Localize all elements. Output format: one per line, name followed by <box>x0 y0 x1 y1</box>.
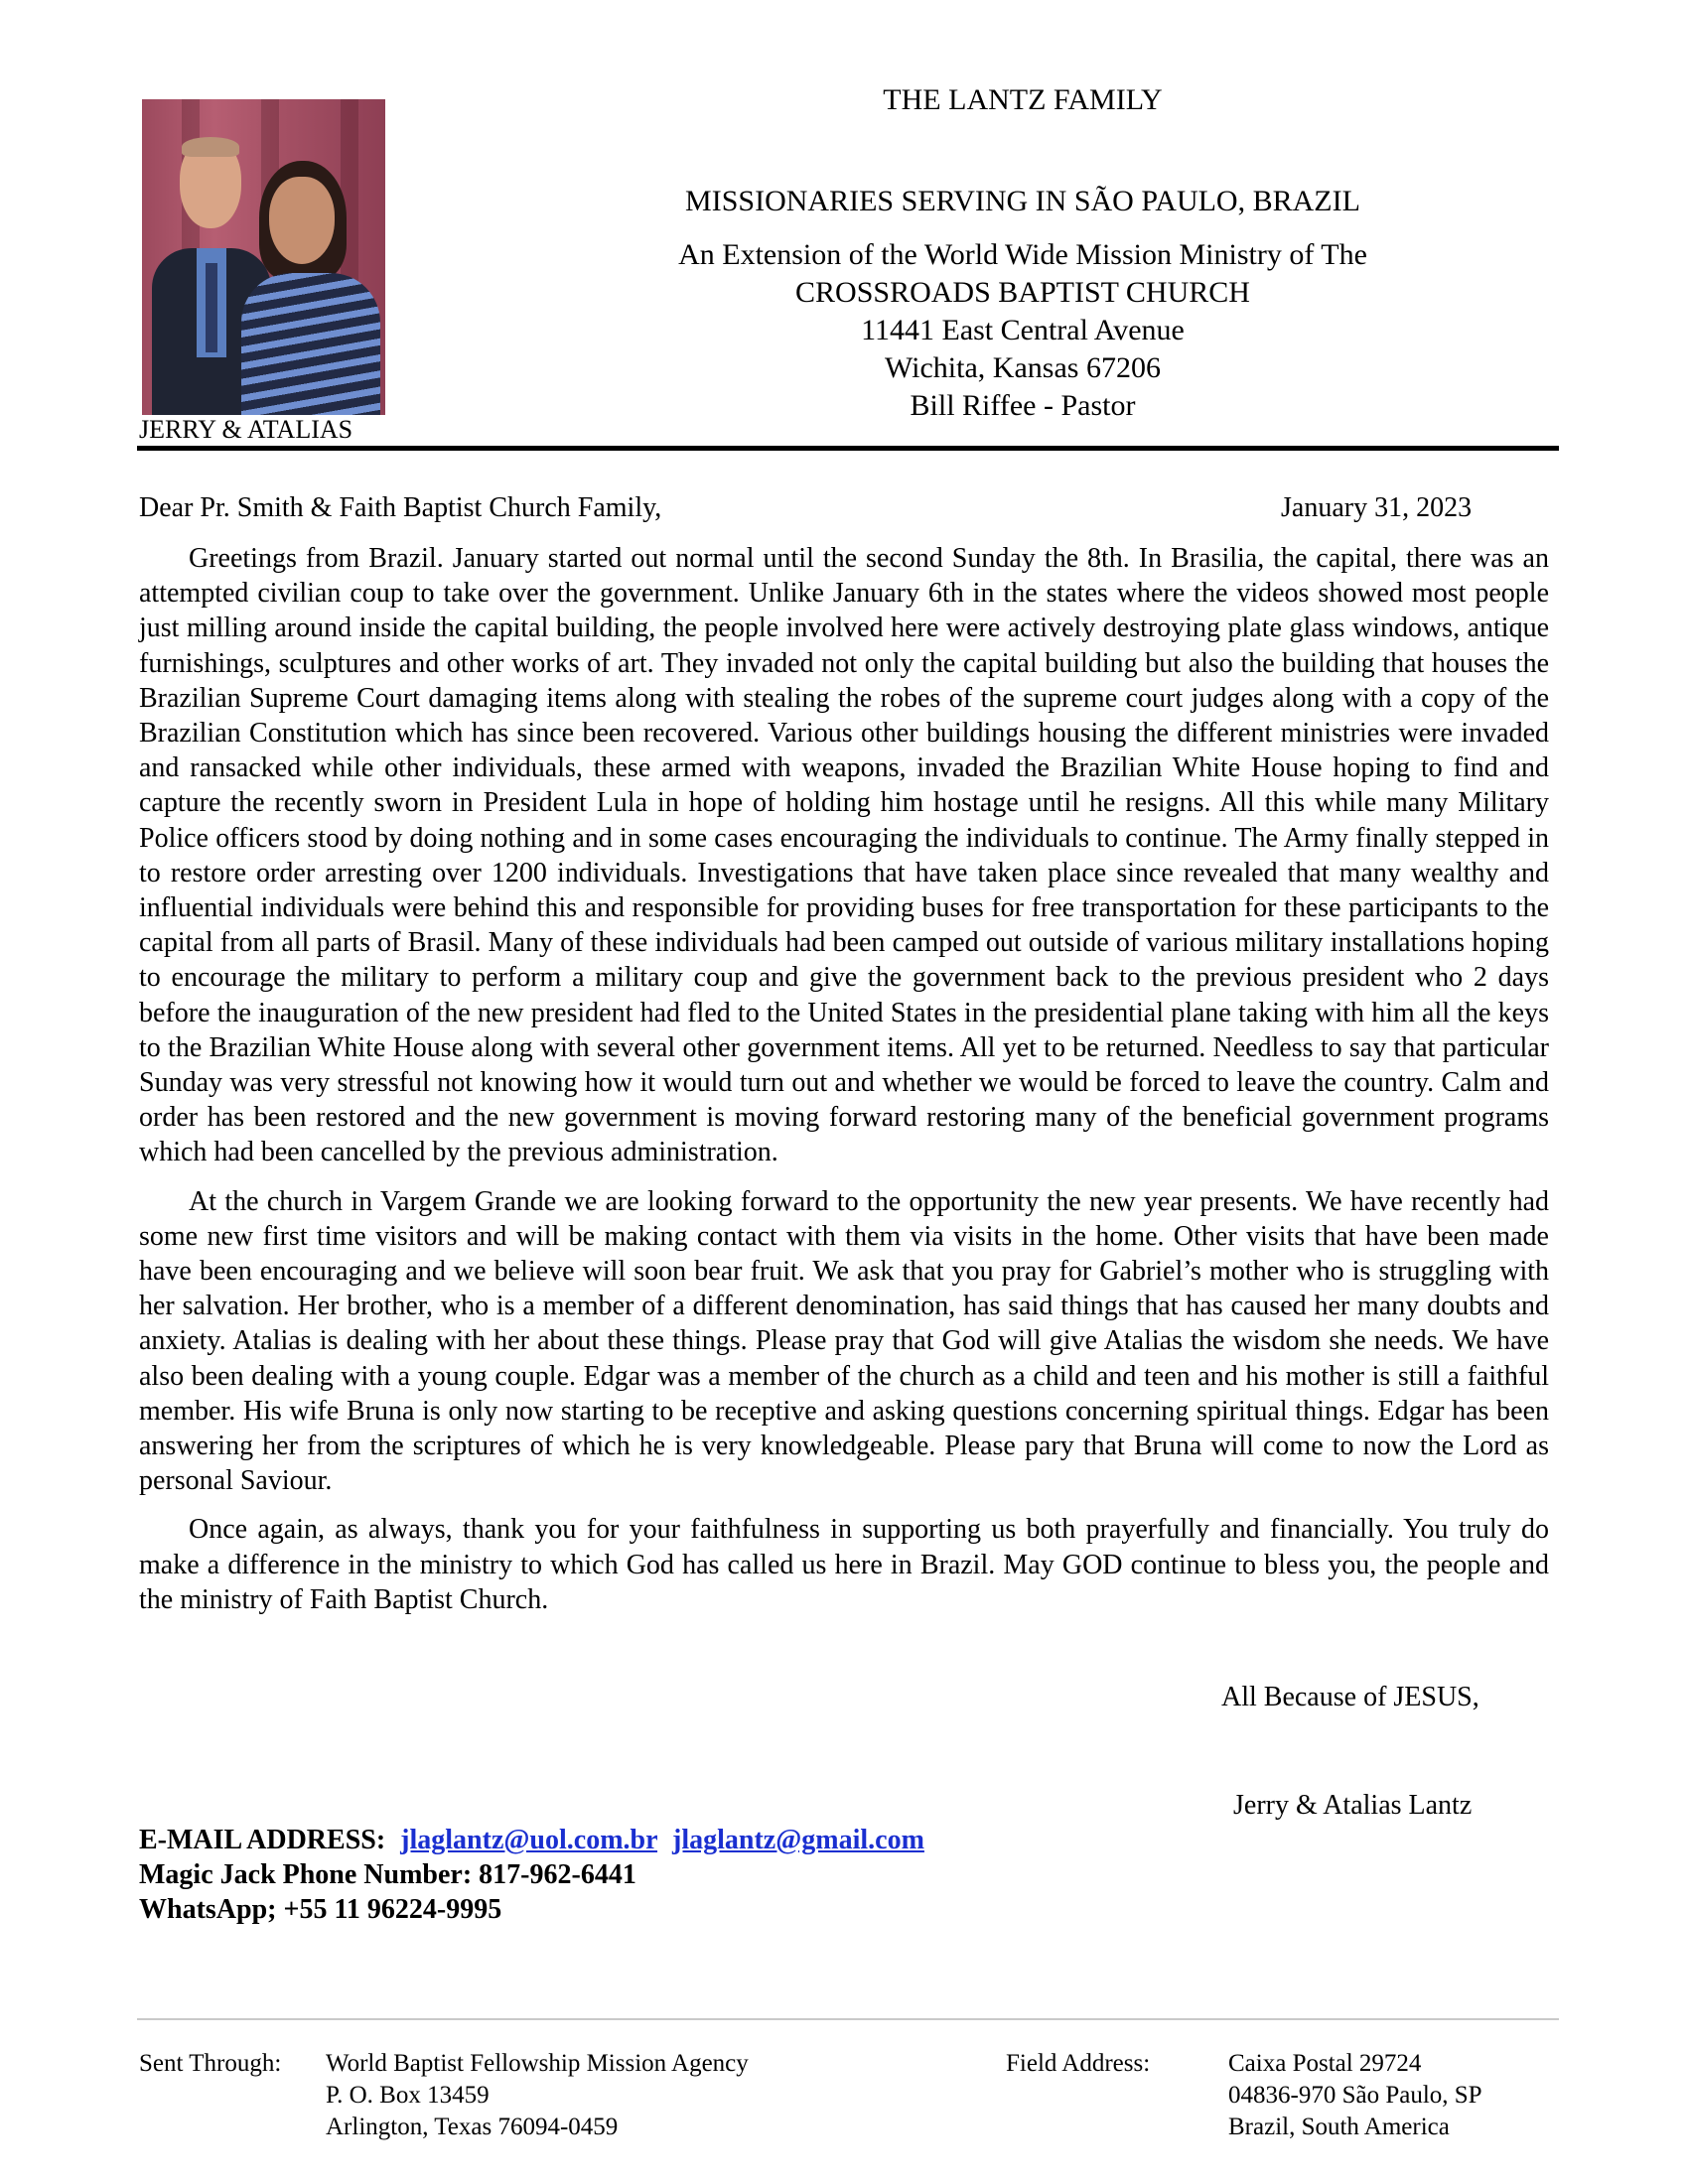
field-line-2: 04836-970 São Paulo, SP <box>1228 2082 1482 2109</box>
email-link-uol[interactable]: jlaglantz@uol.com.br <box>400 1825 658 1855</box>
letterhead-line-1: An Extension of the World Wide Mission Ministry of The <box>678 238 1367 271</box>
paragraph-3: Once again, as always, thank you for your faithfulness in supporting us both prayerfully and financially. You truly do make a difference in the ministry to which God has called us here in Brazil. May GOD continue to bless you, the people and the ministry of Faith Baptist Church. <box>139 1514 1549 1615</box>
signature: Jerry & Atalias Lantz <box>1233 1790 1473 1821</box>
photo-caption: JERRY & ATALIAS <box>139 415 353 444</box>
letterhead-subtitle: MISSIONARIES SERVING IN SÃO PAULO, BRAZIL <box>685 185 1360 217</box>
sent-through-label: Sent Through: <box>139 2050 282 2077</box>
family-photo <box>142 99 385 415</box>
field-address <box>1228 2048 1482 2143</box>
letterhead-title: THE LANTZ FAMILY <box>883 83 1163 116</box>
field-address-label: Field Address: <box>1006 2050 1151 2077</box>
whatsapp-line: WhatsApp; +55 11 96224-9995 <box>139 1894 502 1925</box>
field-line-1: Caixa Postal 29724 <box>1228 2050 1422 2077</box>
paragraph-2: At the church in Vargem Grande we are looking forward to the opportunity the new year presents. We have recently had some new first time visitors and will be making contact with them via visits in the home. Other visits that have been made have been encouraging and we believe will soon bear fruit. We ask that you pray for Gabriel’s mother who is struggling with her salvation. Her brother, who is a member of a different denomination, has said things that has caused her many doubts and anxiety. Atalias is dealing with her about these things. Please pray that God will give Atalias the wisdom she needs. We have also been dealing with a young couple. Edgar was a member of the church as a child and teen and his mother is still a faithful member. His wife Bruna is only now starting to be receptive and asking questions concerning spiritual things. Edgar has been answering her from the scriptures of which he is very knowledgeable. Please pary that Bruna will come to now the Lord as personal Saviour. <box>139 1185 1549 1497</box>
email-label: E-MAIL ADDRESS: <box>139 1825 386 1855</box>
email-link-gmail[interactable]: jlaglantz@gmail.com <box>672 1825 924 1855</box>
phone-line: Magic Jack Phone Number: 817-962-6441 <box>139 1859 636 1890</box>
letterhead-line-5: Bill Riffee - Pastor <box>910 389 1136 422</box>
footer-divider <box>137 2018 1559 2020</box>
letterhead-line-3: 11441 East Central Avenue <box>861 314 1185 346</box>
letterhead-line-4: Wichita, Kansas 67206 <box>885 351 1161 384</box>
email-line <box>139 1823 924 1857</box>
letter-body <box>139 541 1549 1631</box>
letter-date: January 31, 2023 <box>1281 492 1473 523</box>
letterhead-line-2: CROSSROADS BAPTIST CHURCH <box>795 276 1250 309</box>
contact-block <box>139 1823 924 1927</box>
sent-line-2: P. O. Box 13459 <box>326 2082 490 2109</box>
closing: All Because of JESUS, <box>1221 1682 1479 1712</box>
header-divider <box>137 446 1559 451</box>
sent-line-1: World Baptist Fellowship Mission Agency <box>326 2050 749 2077</box>
paragraph-1: Greetings from Brazil. January started out normal until the second Sunday the 8th. In Brasilia, the capital, there was an attempted civilian coup to take over the government. Unlike January 6th in the states where the videos showed most people just milling around inside the capital building, the people involved here were actively destroying plate glass windows, antique furnishings, sculptures and other works of art. They invaded not only the capital building but also the building that houses the Brazilian Supreme Court damaging items along with stealing the robes of the supreme court judges along with a copy of the Brazilian Constitution which has since been recovered. Various other buildings housing the different ministries were invaded and ransacked while other individuals, these armed with weapons, invaded the Brazilian White House hoping to find and capture the recently sworn in President Lula in hope of holding him hostage until he resigns. All this while many Military Police officers stood by doing nothing and in some cases encouraging the individuals to continue. The Army finally stepped in to restore order arresting over 1200 individuals. Investigations that have taken place since revealed that many wealthy and influential individuals were behind this and responsible for providing buses for free transportation for these participants to the capital from all parts of Brasil. Many of these individuals had been camped out outside of various military installations hoping to encourage the military to perform a military coup and give the government back to the previous president who 2 days before the inauguration of the new president had fled to the United States in the presidential plane taking with him all the keys to the Brazilian White House along with several other government items. All yet to be returned. Needless to say that particular Sunday was very stressful not knowing how it would turn out and whether we would be forced to leave the country. Calm and order has been restored and the new government is moving forward restoring many of the beneficial government programs which had been cancelled by the previous administration. <box>139 543 1549 1168</box>
salutation: Dear Pr. Smith & Faith Baptist Church Family, <box>139 492 662 523</box>
sent-through-address <box>326 2048 749 2143</box>
sent-line-3: Arlington, Texas 76094-0459 <box>326 2114 619 2140</box>
field-line-3: Brazil, South America <box>1228 2114 1450 2140</box>
